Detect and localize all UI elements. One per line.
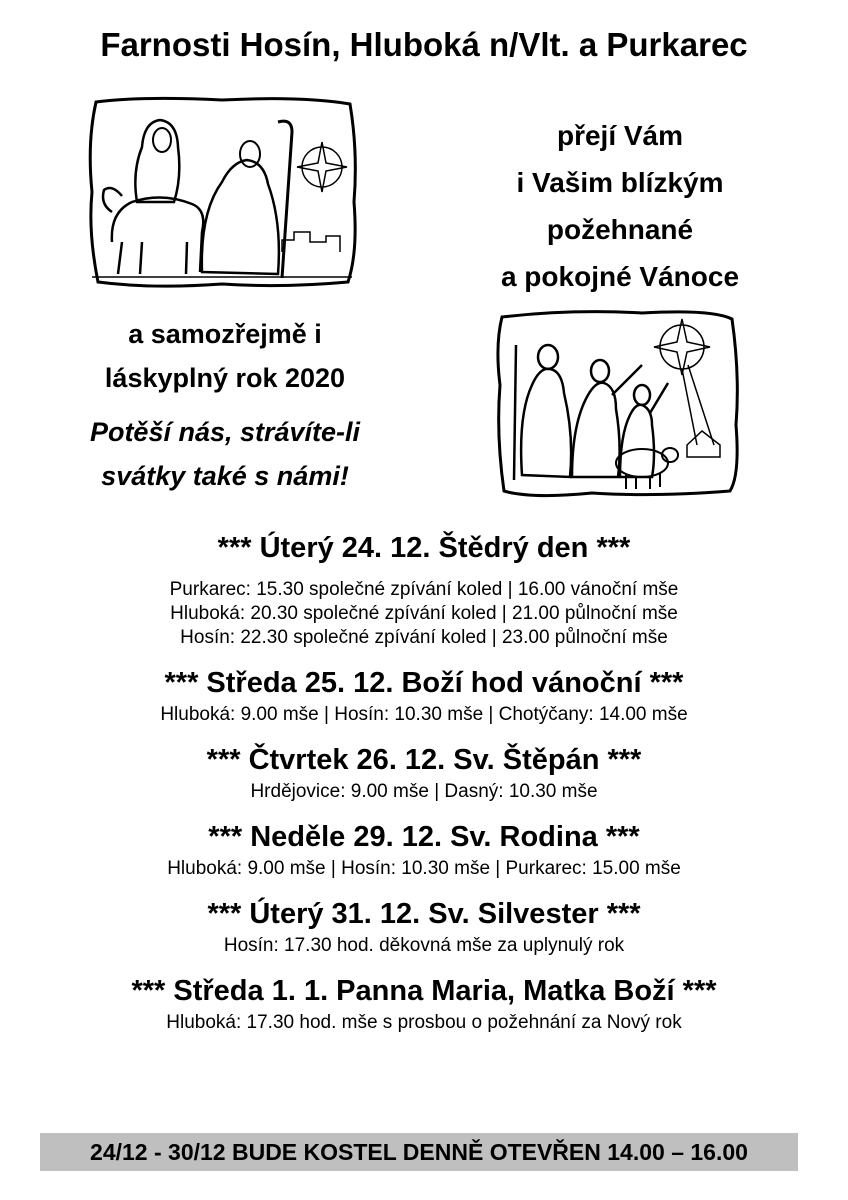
greeting-block xyxy=(440,112,800,300)
greeting-line: požehnané xyxy=(546,214,694,245)
year-wish-line: a samozřejmě i xyxy=(128,319,322,349)
year-wish-block xyxy=(40,312,410,400)
holy-family-journey-illustration xyxy=(82,92,362,292)
church-open-banner: 24/12 - 30/12 BUDE KOSTEL DENNĚ OTEVŘEN 14.00 – 16.00 xyxy=(40,1133,798,1171)
schedule-line: Hluboká: 17.30 hod. mše s prosbou o požehnání za Nový rok xyxy=(166,1012,682,1033)
schedule-day-heading: *** Úterý 31. 12. Sv. Silvester *** xyxy=(207,898,641,930)
schedule-day-heading: *** Úterý 24. 12. Štědrý den *** xyxy=(217,532,631,564)
schedule-day xyxy=(0,740,848,804)
schedule-day-heading: *** Čtvrtek 26. 12. Sv. Štěpán *** xyxy=(206,744,642,776)
greeting-line: i Vašim blízkým xyxy=(516,167,724,198)
greeting-line: přejí Vám xyxy=(556,120,684,151)
schedule-line: Hosín: 22.30 společné zpívání koled | 23.00 půlnoční mše xyxy=(180,627,668,648)
schedule-line: Hrdějovice: 9.00 mše | Dasný: 10.30 mše xyxy=(250,781,598,802)
schedule-day xyxy=(0,894,848,958)
schedule-line: Hluboká: 9.00 mše | Hosín: 10.30 mše | Chotýčany: 14.00 mše xyxy=(160,704,688,725)
year-wish-line: láskyplný rok 2020 xyxy=(104,363,346,393)
greeting-line: a pokojné Vánoce xyxy=(500,261,740,292)
schedule-day-heading: *** Středa 1. 1. Panna Maria, Matka Boží *** xyxy=(131,975,717,1007)
page-title: Farnosti Hosín, Hluboká n/Vlt. a Purkarec xyxy=(100,26,748,63)
schedule-day xyxy=(0,817,848,881)
schedule-day xyxy=(0,663,848,727)
schedule-day-heading: *** Středa 25. 12. Boží hod vánoční *** xyxy=(164,667,684,699)
invitation-block xyxy=(40,410,410,498)
mass-schedule xyxy=(0,528,848,1048)
schedule-day-heading: *** Neděle 29. 12. Sv. Rodina *** xyxy=(208,821,640,853)
schedule-line: Hluboká: 20.30 společné zpívání koled | 21.00 půlnoční mše xyxy=(170,603,678,624)
schedule-day xyxy=(0,528,848,650)
schedule-line: Hosín: 17.30 hod. děkovná mše za uplynulý rok xyxy=(223,935,625,956)
schedule-line: Purkarec: 15.30 společné zpívání koled | 16.00 vánoční mše xyxy=(169,579,679,600)
invitation-line: svátky také s námi! xyxy=(101,461,349,491)
invitation-line: Potěší nás, strávíte-li xyxy=(89,417,361,447)
schedule-line: Hluboká: 9.00 mše | Hosín: 10.30 mše | Purkarec: 15.00 mše xyxy=(167,858,681,879)
schedule-day xyxy=(0,971,848,1035)
magi-shepherds-illustration xyxy=(492,305,742,500)
